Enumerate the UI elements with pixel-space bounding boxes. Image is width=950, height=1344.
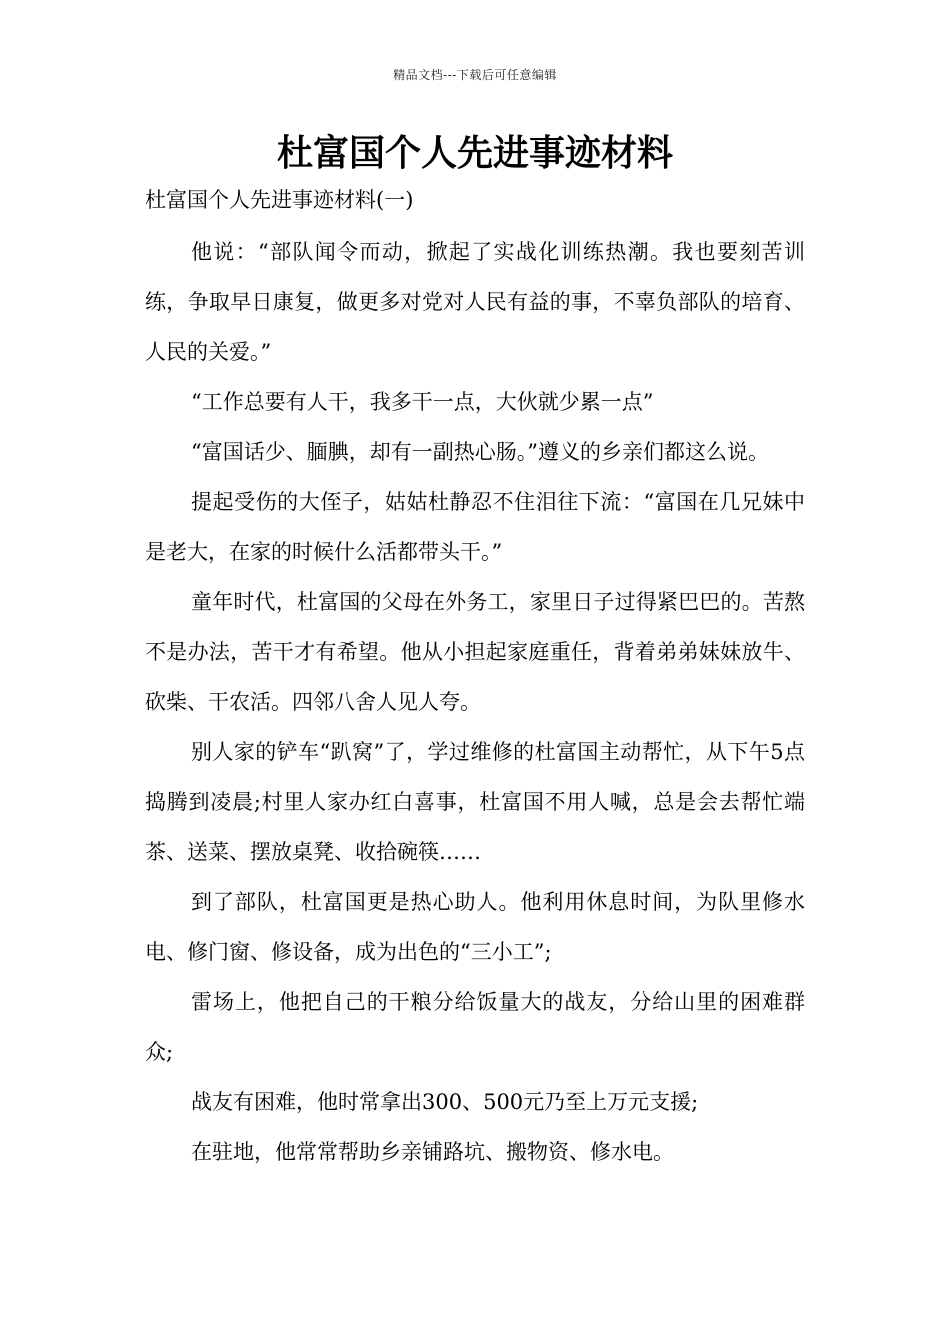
- document-title: 杜富国个人先进事迹材料: [276, 133, 673, 174]
- paragraph: 到了部队，杜富国更是热心助人。他利用休息时间，为队里修水电、修门窗、修设备，成为出色的“三小工”;: [145, 890, 805, 964]
- header-note: 精品文档---下载后可任意编辑: [393, 68, 557, 82]
- paragraph: 童年时代，杜富国的父母在外务工，家里日子过得紧巴巴的。苦熬不是办法，苦干才有希望。他从小担起家庭重任，背着弟弟妹妹放牛、砍柴、干农活。四邻八舍人见人夸。: [145, 590, 805, 714]
- paragraph: 雷场上，他把自己的干粮分给饭量大的战友，分给山里的困难群众;: [145, 990, 805, 1064]
- paragraph: 战友有困难，他时常拿出300、500元乃至上万元支援;: [191, 1090, 699, 1114]
- paragraph: 他说：“部队闻令而动，掀起了实战化训练热潮。我也要刻苦训练，争取早日康复，做更多对党对人民有益的事，不辜负部队的培育、人民的关爱。”: [145, 240, 805, 364]
- document-body: [145, 227, 805, 1177]
- paragraph: 提起受伤的大侄子，姑姑杜静忍不住泪往下流：“富国在几兄妹中是老大，在家的时候什么活都带头干。”: [145, 490, 805, 564]
- paragraph: 别人家的铲车“趴窝”了，学过维修的杜富国主动帮忙，从下午5点捣腾到凌晨;村里人家办红白喜事，杜富国不用人喊，总是会去帮忙端茶、送菜、摆放桌凳、收拾碗筷……: [145, 740, 805, 864]
- paragraph: “工作总要有人干，我多干一点，大伙就少累一点”: [191, 390, 654, 414]
- paragraph: “富国话少、腼腆，却有一副热心肠。”遵义的乡亲们都这么说。: [191, 440, 769, 464]
- document-subtitle: 杜富国个人先进事迹材料(一): [145, 188, 414, 212]
- paragraph: 在驻地，他常常帮助乡亲铺路坑、搬物资、修水电。: [191, 1140, 674, 1164]
